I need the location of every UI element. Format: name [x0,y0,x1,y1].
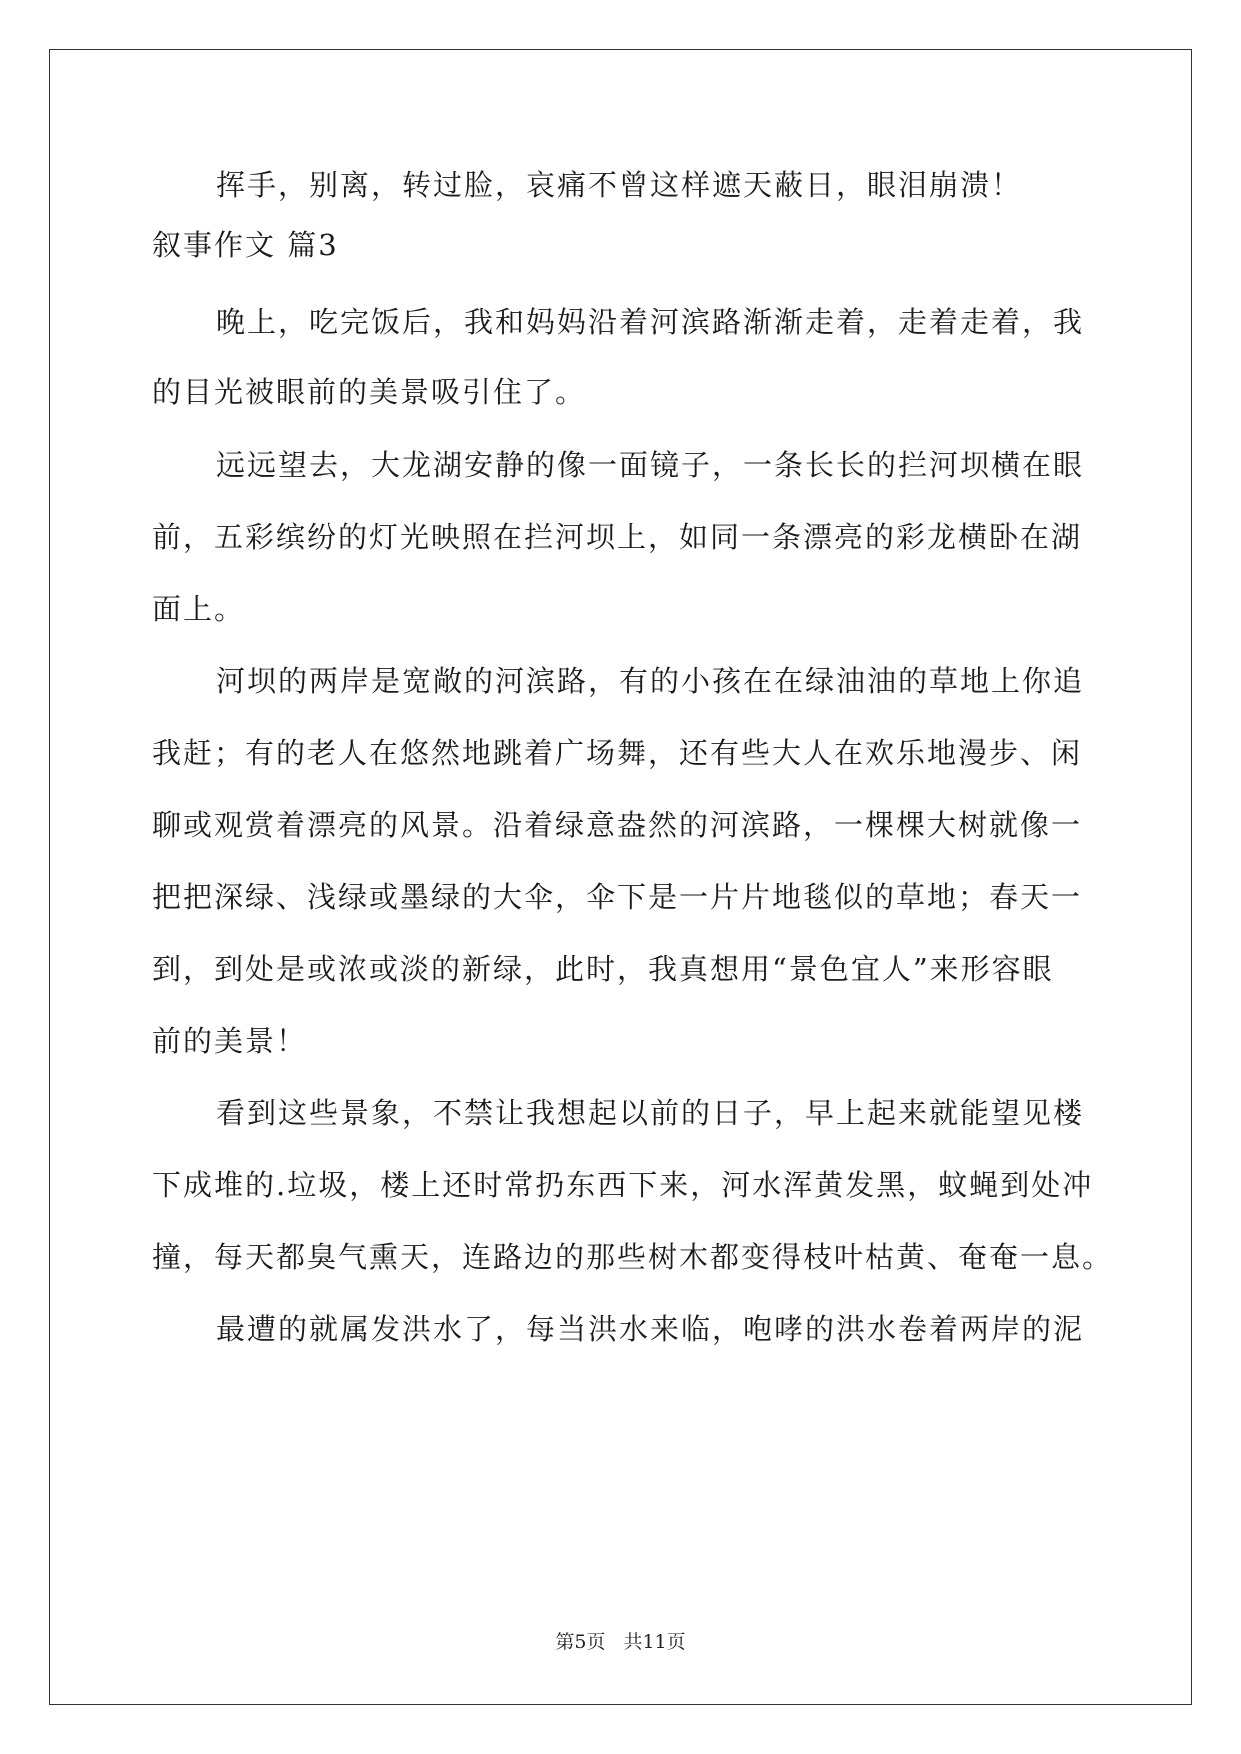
text-line: 撞，每天都臭气熏天，连路边的那些树木都变得枝叶枯黄、奄奄一息。 [152,1240,1114,1274]
text-line: 聊或观赏着漂亮的风景。沿着绿意盎然的河滨路，一棵棵大树就像一 [152,808,1083,842]
text-line: 远远望去，大龙湖安静的像一面镜子，一条长长的拦河坝横在眼 [216,448,1085,482]
page-number: 第5页 [555,1631,606,1653]
text-line: 河坝的两岸是宽敞的河滨路，有的小孩在在绿油油的草地上你追 [216,664,1085,698]
text-line: 我赶；有的老人在悠然地跳着广场舞，还有些大人在欢乐地漫步、闲 [152,736,1083,770]
text-line: 看到这些景象，不禁让我想起以前的日子，早上起来就能望见楼 [216,1096,1085,1130]
text-line: 到，到处是或浓或淡的新绿，此时，我真想用“景色宜人”来形容眼 [152,952,1054,986]
text-line: 下成堆的.垃圾，楼上还时常扔东西下来，河水浑黄发黑，蚊蝇到处冲 [152,1168,1094,1202]
text-line: 挥手，别离，转过脸，哀痛不曾这样遮天蔽日，眼泪崩溃！ [216,168,1023,202]
text-line: 最遭的就属发洪水了，每当洪水来临，咆哮的洪水卷着两岸的泥 [216,1312,1085,1346]
section-heading: 叙事作文 篇3 [152,228,339,262]
page-total: 共11页 [623,1631,686,1653]
text-line: 晚上，吃完饭后，我和妈妈沿着河滨路渐渐走着，走着走着，我 [216,305,1085,339]
text-line: 把把深绿、浅绿或墨绿的大伞，伞下是一片片地毯似的草地；春天一 [152,880,1083,914]
text-line: 面上。 [152,592,246,626]
page-footer [0,1630,1241,1654]
text-line: 前的美景！ [152,1024,308,1058]
text-line: 的目光被眼前的美景吸引住了。 [152,375,587,409]
text-line: 前，五彩缤纷的灯光映照在拦河坝上，如同一条漂亮的彩龙横卧在湖 [152,520,1083,554]
